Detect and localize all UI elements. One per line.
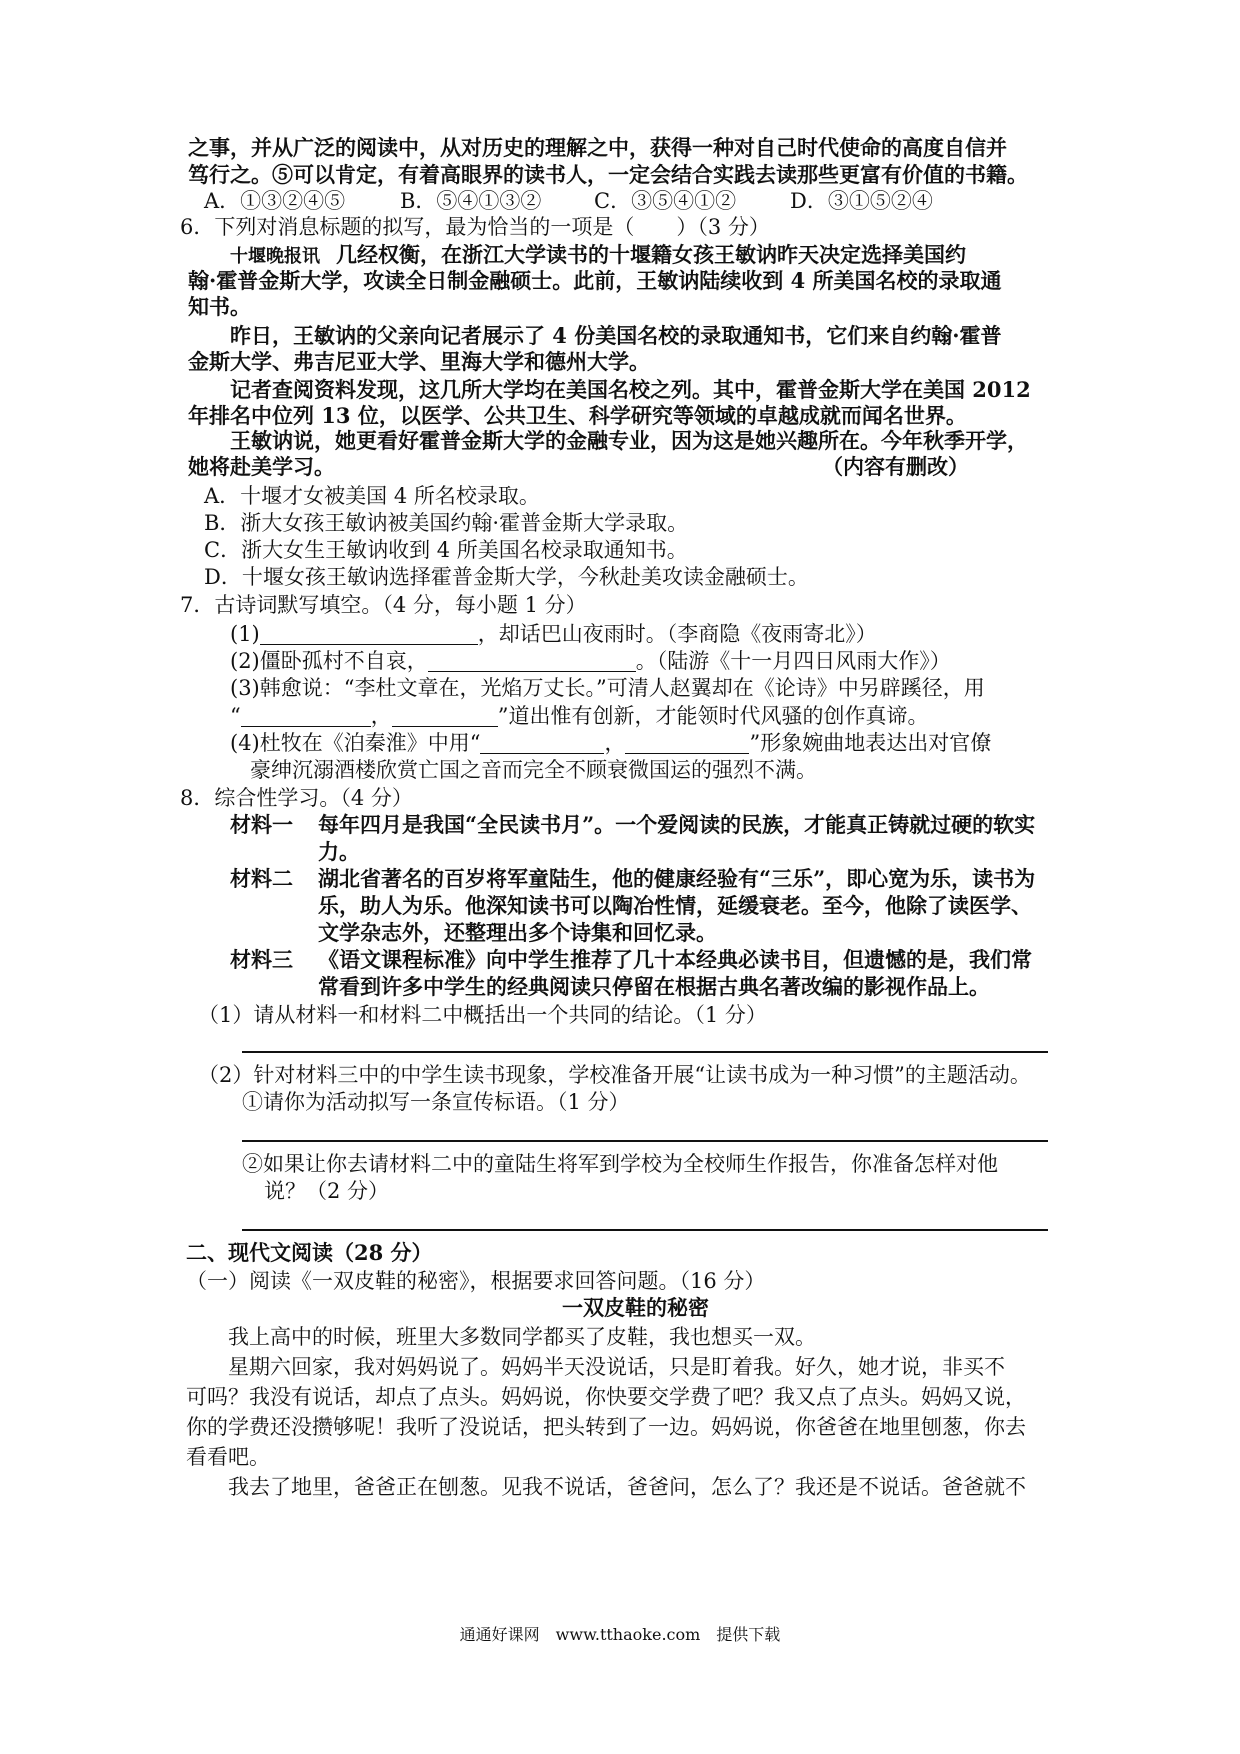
q8-sub2-2-line2: 说？（2 分） — [264, 1179, 390, 1203]
q7-item4-comma: ， — [604, 731, 626, 755]
q8-material1-line2: 力。 — [318, 839, 360, 864]
q8-sub2-2-answer-line[interactable] — [242, 1229, 1048, 1231]
q7-item2-blank[interactable] — [428, 649, 636, 672]
q6-news-lead: 十堰晚报讯 — [230, 246, 320, 267]
q8-sub1-answer-line[interactable] — [242, 1051, 1048, 1053]
q7-item4-blank2[interactable] — [625, 731, 749, 754]
q7-item4-blank1[interactable] — [480, 731, 604, 754]
q7-item4-tail: ”形象婉曲地表达出对官僚 — [749, 731, 992, 755]
q8-material2-line1: 湖北省著名的百岁将军童陆生，他的健康经验有“三乐”，即心宽为乐，读书为 — [318, 866, 1036, 891]
q8-material1-line1: 每年四月是我国“全民读书月”。一个爱阅读的民族，才能真正铸就过硬的软实 — [318, 812, 1036, 837]
q6-news-p1-line1: 几经权衡，在浙江大学读书的十堰籍女孩王敏讷昨天决定选择美国约 — [336, 242, 966, 267]
q7-item4-line1 — [230, 728, 991, 758]
q6-option-a: A．十堰才女被美国 4 所名校录取。 — [204, 484, 540, 508]
q7-item3-blank1[interactable] — [241, 704, 371, 727]
q6-news-p2-line1: 昨日，王敏讷的父亲向记者展示了 4 份美国名校的录取通知书，它们来自约翰·霍普 — [230, 323, 1002, 348]
q8-material2-label: 材料二 — [230, 866, 293, 891]
story-para2-line1: 星期六回家，我对妈妈说了。妈妈半天没说话，只是盯着我。好久，她才说，非买不 — [228, 1355, 1005, 1379]
q5-text-line2: 笃行之。⑤可以肯定，有着高眼界的读书人，一定会结合实践去读那些更富有价值的书籍。 — [188, 162, 1028, 187]
q8-sub2-1-answer-line[interactable] — [242, 1140, 1048, 1142]
q5-option-d: D．③①⑤②④ — [790, 189, 933, 213]
section2-part1-instruction: （一）阅读《一双皮鞋的秘密》，根据要求回答问题。（16 分） — [186, 1269, 766, 1293]
q8-material3-line1: 《语文课程标准》向中学生推荐了几十本经典必读书目，但遗憾的是，我们常 — [318, 947, 1032, 972]
q6-news-p4-line2: 她将赴美学习。 — [188, 454, 335, 479]
q8-material2-line3: 文学杂志外，还整理出多个诗集和回忆录。 — [318, 920, 717, 945]
q7-item1 — [230, 619, 877, 649]
story-title: 一双皮鞋的秘密 — [562, 1295, 709, 1320]
q7-item4-text: (4)杜牧在《泊秦淮》中用“ — [230, 731, 481, 755]
q7-item3-comma: ， — [370, 704, 392, 728]
q6-news-p1-line3: 知书。 — [188, 294, 251, 319]
q8-material3-label: 材料三 — [230, 947, 293, 972]
q6-news-p1-line2: 翰·霍普金斯大学，攻读全日制金融硕士。此前，王敏讷陆续收到 4 所美国名校的录取通 — [188, 268, 1002, 293]
q6-news-p3-line2: 年排名中位列 13 位，以医学、公共卫生、科学研究等领域的卓越成就而闻名世界。 — [188, 403, 967, 428]
q7-stem: 7．古诗词默写填空。（4 分，每小题 1 分） — [180, 593, 587, 617]
q8-sub1: （1）请从材料一和材料二中概括出一个共同的结论。（1 分） — [198, 1003, 767, 1027]
q8-sub2-1: ①请你为活动拟写一条宣传标语。（1 分） — [242, 1090, 630, 1114]
story-para1: 我上高中的时候，班里大多数同学都买了皮鞋，我也想买一双。 — [228, 1325, 816, 1349]
q7-item3-line2 — [230, 701, 928, 731]
q8-material1-label: 材料一 — [230, 812, 293, 837]
q7-item2-source: 。（陆游《十一月四日风雨大作》） — [635, 649, 951, 673]
q5-option-b: B．⑤④①③② — [400, 189, 542, 213]
q8-sub2-2-line1: ②如果让你去请材料二中的童陆生将军到学校为全校师生作报告，你准备怎样对他 — [242, 1152, 998, 1176]
q6-stem: 6．下列对消息标题的拟写，最为恰当的一项是（ ）（3 分） — [180, 215, 770, 239]
q7-item4-line2: 豪绅沉溺酒楼欣赏亡国之音而完全不顾衰微国运的强烈不满。 — [250, 758, 817, 782]
q8-material3-line2: 常看到许多中学生的经典阅读只停留在根据古典名著改编的影视作品上。 — [318, 974, 990, 999]
q6-news-note: （内容有删改） — [822, 454, 969, 479]
q7-item1-blank[interactable] — [260, 622, 478, 645]
q7-item3-line1: (3)韩愈说：“李杜文章在，光焰万丈长。”可清人赵翼却在《论诗》中另辟蹊径，用 — [230, 676, 985, 700]
q6-option-c: C．浙大女生王敏讷收到 4 所美国名校录取通知书。 — [204, 538, 688, 562]
q6-news-p2-line2: 金斯大学、弗吉尼亚大学、里海大学和德州大学。 — [188, 349, 650, 374]
q6-news-p4-line1: 王敏讷说，她更看好霍普金斯大学的金融专业，因为这是她兴趣所在。今年秋季开学， — [230, 428, 1028, 453]
q8-stem: 8．综合性学习。（4 分） — [180, 786, 413, 810]
q8-sub2: （2）针对材料三中的中学生读书现象，学校准备开展“让读书成为一种习惯”的主题活动。 — [198, 1063, 1031, 1087]
q5-text-line1: 之事，并从广泛的阅读中，从对历史的理解之中，获得一种对自己时代使命的高度自信并 — [188, 135, 1007, 160]
q7-item3-text: ”道出惟有创新，才能领时代风骚的创作真谛。 — [497, 704, 929, 728]
q7-item3-blank2[interactable] — [392, 704, 498, 727]
q6-news-p3-line1: 记者查阅资料发现，这几所大学均在美国名校之列。其中，霍普金斯大学在美国 2012 — [230, 377, 1031, 402]
q6-option-d: D．十堰女孩王敏讷选择霍普金斯大学，今秋赴美攻读金融硕士。 — [204, 565, 809, 589]
q5-option-c: C．③⑤④①② — [594, 189, 737, 213]
section2-heading: 二、现代文阅读（28 分） — [186, 1240, 433, 1265]
page-footer: 通通好课网 www.tthaoke.com 提供下载 — [459, 1625, 781, 1644]
story-para2-line4: 看看吧。 — [186, 1445, 270, 1469]
q7-item2 — [230, 646, 951, 676]
story-para2-line3: 你的学费还没攒够呢！我听了没说话，把头转到了一边。妈妈说，你爸爸在地里刨葱，你去 — [186, 1415, 1026, 1439]
q7-item1-text: ，却话巴山夜雨时。（李商隐《夜雨寄北》） — [477, 622, 877, 646]
q5-option-a: A．①③②④⑤ — [204, 189, 346, 213]
q8-material2-line2: 乐，助人为乐。他深知读书可以陶冶性情，延缓衰老。至今，他除了读医学、 — [318, 893, 1032, 918]
q7-item1-number: (1) — [230, 622, 260, 646]
story-para2-line2: 可吗？我没有说话，却点了点头。妈妈说，你快要交学费了吧？我又点了点头。妈妈又说， — [186, 1385, 1026, 1409]
q6-option-b: B．浙大女孩王敏讷被美国约翰·霍普金斯大学录取。 — [204, 511, 689, 535]
q7-item3-quote-open: “ — [230, 704, 241, 728]
q7-item2-text: (2)僵卧孤村不自哀， — [230, 649, 428, 673]
story-para3-line1: 我去了地里，爸爸正在刨葱。见我不说话，爸爸问，怎么了？我还是不说话。爸爸就不 — [228, 1475, 1026, 1499]
